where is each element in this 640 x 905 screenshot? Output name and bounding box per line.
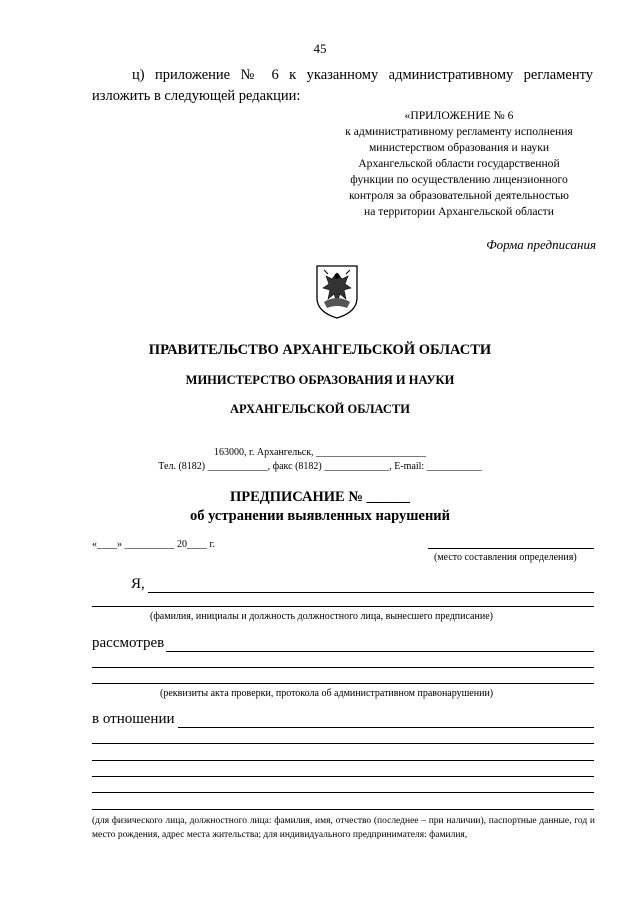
act-field-line[interactable] — [166, 651, 594, 652]
subject-field-line[interactable] — [92, 809, 594, 810]
official-name-field-line[interactable] — [148, 592, 594, 593]
appendix-line: на территории Архангельской области — [364, 205, 554, 218]
subject-field-line[interactable] — [92, 792, 594, 793]
footnote-caption: (для физического лица, должностного лица: фамилия, имя, отчество (последнее – при наличии), паспортные данные, год и место рождения, адрес места жительства; для индивидуального предпринимателя: фамилия, — [92, 816, 595, 840]
subject-field-line[interactable] — [92, 743, 594, 744]
ministry-name-line-2: АРХАНГЕЛЬСКОЙ ОБЛАСТИ — [230, 402, 410, 416]
official-caption: (фамилия, инициалы и должность должностного лица, вынесшего предписание) — [150, 611, 493, 622]
address-line-2: Тел. (8182) ____________, факс (8182) _____________, E-mail: ___________ — [158, 461, 482, 472]
act-field-line[interactable] — [92, 683, 594, 684]
appendix-line: контроля за образовательной деятельностью — [349, 189, 569, 202]
government-name: ПРАВИТЕЛЬСТВО АРХАНГЕЛЬСКОЙ ОБЛАСТИ — [148, 342, 492, 358]
appendix-line: функции по осуществлению лицензионного — [350, 173, 568, 186]
appendix-header — [320, 108, 598, 220]
archangel-coat-of-arms-icon — [314, 264, 360, 320]
act-caption: (реквизиты акта проверки, протокола об административном правонарушении) — [160, 688, 494, 699]
subject-field-line[interactable] — [92, 776, 594, 777]
official-name-field-line[interactable] — [92, 606, 594, 607]
considered-label: рассмотрев — [92, 635, 165, 651]
document-title: ПРЕДПИСАНИЕ № ______ — [229, 489, 411, 505]
subject-field-line[interactable] — [178, 727, 594, 728]
document-subtitle: об устранении выявленных нарушений — [189, 508, 451, 524]
intro-line-2: изложить в следующей редакции: — [92, 88, 301, 104]
appendix-line: «ПРИЛОЖЕНИЕ № 6 — [404, 109, 514, 122]
i-label: Я, — [131, 576, 145, 592]
ministry-name-line-1: МИНИСТЕРСТВО ОБРАЗОВАНИЯ И НАУКИ — [185, 373, 455, 387]
form-label: Форма предписания — [486, 237, 596, 252]
appendix-line: к административному регламенту исполнения — [345, 125, 573, 138]
page-number: 45 — [313, 41, 327, 56]
subject-field-line[interactable] — [92, 760, 594, 761]
act-field-line[interactable] — [92, 667, 594, 668]
intro-line-1: ц) приложение № 6 к указанному административному регламенту — [132, 67, 593, 83]
regarding-label: в отношении — [92, 711, 175, 727]
address-line-1: 163000, г. Архангельск, ______________________ — [213, 447, 427, 458]
place-caption: (место составления определения) — [434, 552, 577, 563]
appendix-line: министерством образования и науки — [368, 141, 550, 154]
date-line: «____» __________ 20____ г. — [92, 539, 215, 550]
appendix-line: Архангельской области государственной — [358, 157, 560, 170]
place-field-line[interactable] — [428, 548, 594, 549]
